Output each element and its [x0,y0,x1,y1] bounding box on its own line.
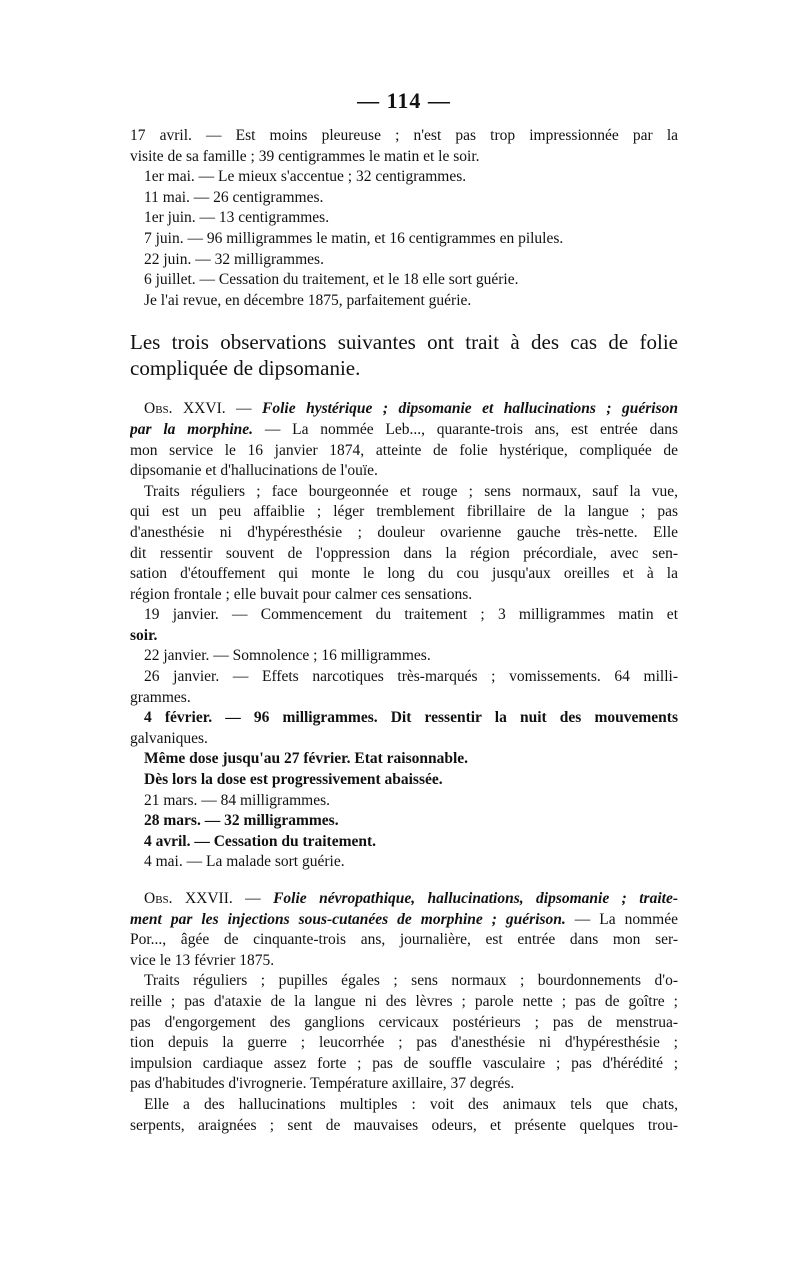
text-line: d'anesthésie ni d'hypéresthésie ; douleur ovarienne gauche très-nette. Elle [130,523,678,541]
text-line: vice le 13 février 1875. [130,951,275,969]
text-line: pas d'habitudes d'ivrognerie. Température axillaire, 37 degrés. [130,1075,515,1093]
text-line: sation d'étouffement qui monte le long du cou jusqu'aux oreilles et à la [130,565,678,583]
observation-intro: — La nommée Leb..., quarante-trois ans, est entrée dans [253,420,678,438]
text-line: 28 mars. — 32 milligrammes. [144,812,339,830]
heading-line: compliquée de dipsomanie. [130,356,361,381]
observation-title: Folie hystérique ; dipsomanie et hallucinations ; guérison [262,400,678,418]
text-line: Por..., âgée de cinquante-trois ans, journalière, est entrée dans mon ser- [130,931,678,949]
text-line: qui est un peu affaiblie ; léger tremblement fibrillaire de la langue ; pas [130,503,678,521]
text-line: 22 juin. — 32 milligrammes. [144,250,324,268]
text-line: dipsomanie et d'hallucinations de l'ouïe. [130,462,378,480]
observation-title: Folie névropathique, hallucinations, dipsomanie ; traite- [273,890,678,907]
text-line: 6 juillet. — Cessation du traitement, et le 18 elle sort guérie. [144,271,519,289]
text-line: serpents, araignées ; sent de mauvaises odeurs, et présente quelques trou- [130,1116,678,1134]
text-line: 1er mai. — Le mieux s'accentue ; 32 centigrammes. [144,168,467,186]
text-line: soir. [130,626,158,644]
text-line: visite de sa famille ; 39 centigrammes le matin et le soir. [130,147,480,165]
observation-label: Obs. XXVI. — [144,400,263,418]
heading-line: Les trois observations suivantes ont trait à des cas de folie [130,330,678,355]
text-line: reille ; pas d'ataxie de la langue ni des lèvres ; parole nette ; pas de goître ; [130,992,678,1010]
book-page [130,88,678,1136]
text-line: Même dose jusqu'au 27 février. Etat raisonnable. [144,750,469,768]
text-line: 17 avril. — Est moins pleureuse ; n'est pas trop impressionnée par la [130,127,678,144]
text-line: 21 mars. — 84 milligrammes. [144,791,330,809]
text-line: grammes. [130,688,191,706]
text-line: Elle a des hallucinations multiples : voit des animaux tels que chats, [144,1095,678,1113]
observation-title: ment par les injections sous-cutanées de morphine ; guérison. [130,910,566,928]
text-line: 19 janvier. — Commencement du traitement ; 3 milligrammes matin et [144,606,678,624]
text-line: 7 juin. — 96 milligrammes le matin, et 16 centigrammes en pilules. [144,229,564,247]
observation-title: par la morphine. [130,420,254,438]
observation-title-line [130,420,678,441]
observation-label: Obs. XXVII. — [144,890,274,907]
text-line: Dès lors la dose est progressivement abaissée. [144,771,443,789]
text-line: 4 février. — 96 milligrammes. Dit ressentir la nuit des mouvements [144,709,678,727]
text-line: pas d'engorgement des ganglions cervicaux postérieurs ; pas de menstrua- [130,1013,678,1031]
text-line: mon service le 16 janvier 1874, atteinte de folie hystérique, compliquée de [130,441,678,459]
text-line: 11 mai. — 26 centigrammes. [144,188,324,206]
text-line: Traits réguliers ; pupilles égales ; sens normaux ; bourdonnements d'o- [144,972,678,990]
text-line: tion depuis la guerre ; leucorrhée ; pas d'anesthésie ni d'hypéresthésie ; [130,1034,678,1052]
observation-continuation [130,126,678,311]
text-line: Traits réguliers ; face bourgeonnée et rouge ; sens normaux, sauf la vue, [144,482,678,500]
text-line: région frontale ; elle buvait pour calmer ces sensations. [130,585,473,603]
text-line: galvaniques. [130,729,208,747]
text-line: 22 janvier. — Somnolence ; 16 milligrammes. [144,647,431,665]
text-line: 4 avril. — Cessation du traitement. [144,832,377,850]
text-line: Je l'ai revue, en décembre 1875, parfaitement guérie. [144,291,472,309]
text-line: impulsion cardiaque assez forte ; pas de souffle vasculaire ; pas d'hérédité ; [130,1054,678,1072]
observation-intro: — La nommée [565,910,678,928]
observation-26 [130,399,678,873]
text-line: 4 mai. — La malade sort guérie. [144,853,345,871]
observation-title-line [130,399,678,420]
spacer [130,873,678,889]
text-line: 26 janvier. — Effets narcotiques très-marqués ; vomissements. 64 milli- [144,668,678,686]
text-line: 1er juin. — 13 centigrammes. [144,209,330,227]
page-number: — 114 — [357,88,451,113]
section-heading [130,329,678,381]
observation-title-line [130,889,678,910]
text-line: dit ressentir souvent de l'oppression dans la région précordiale, avec sen- [130,544,678,562]
observation-title-line [130,910,678,931]
observation-27 [130,889,678,1136]
